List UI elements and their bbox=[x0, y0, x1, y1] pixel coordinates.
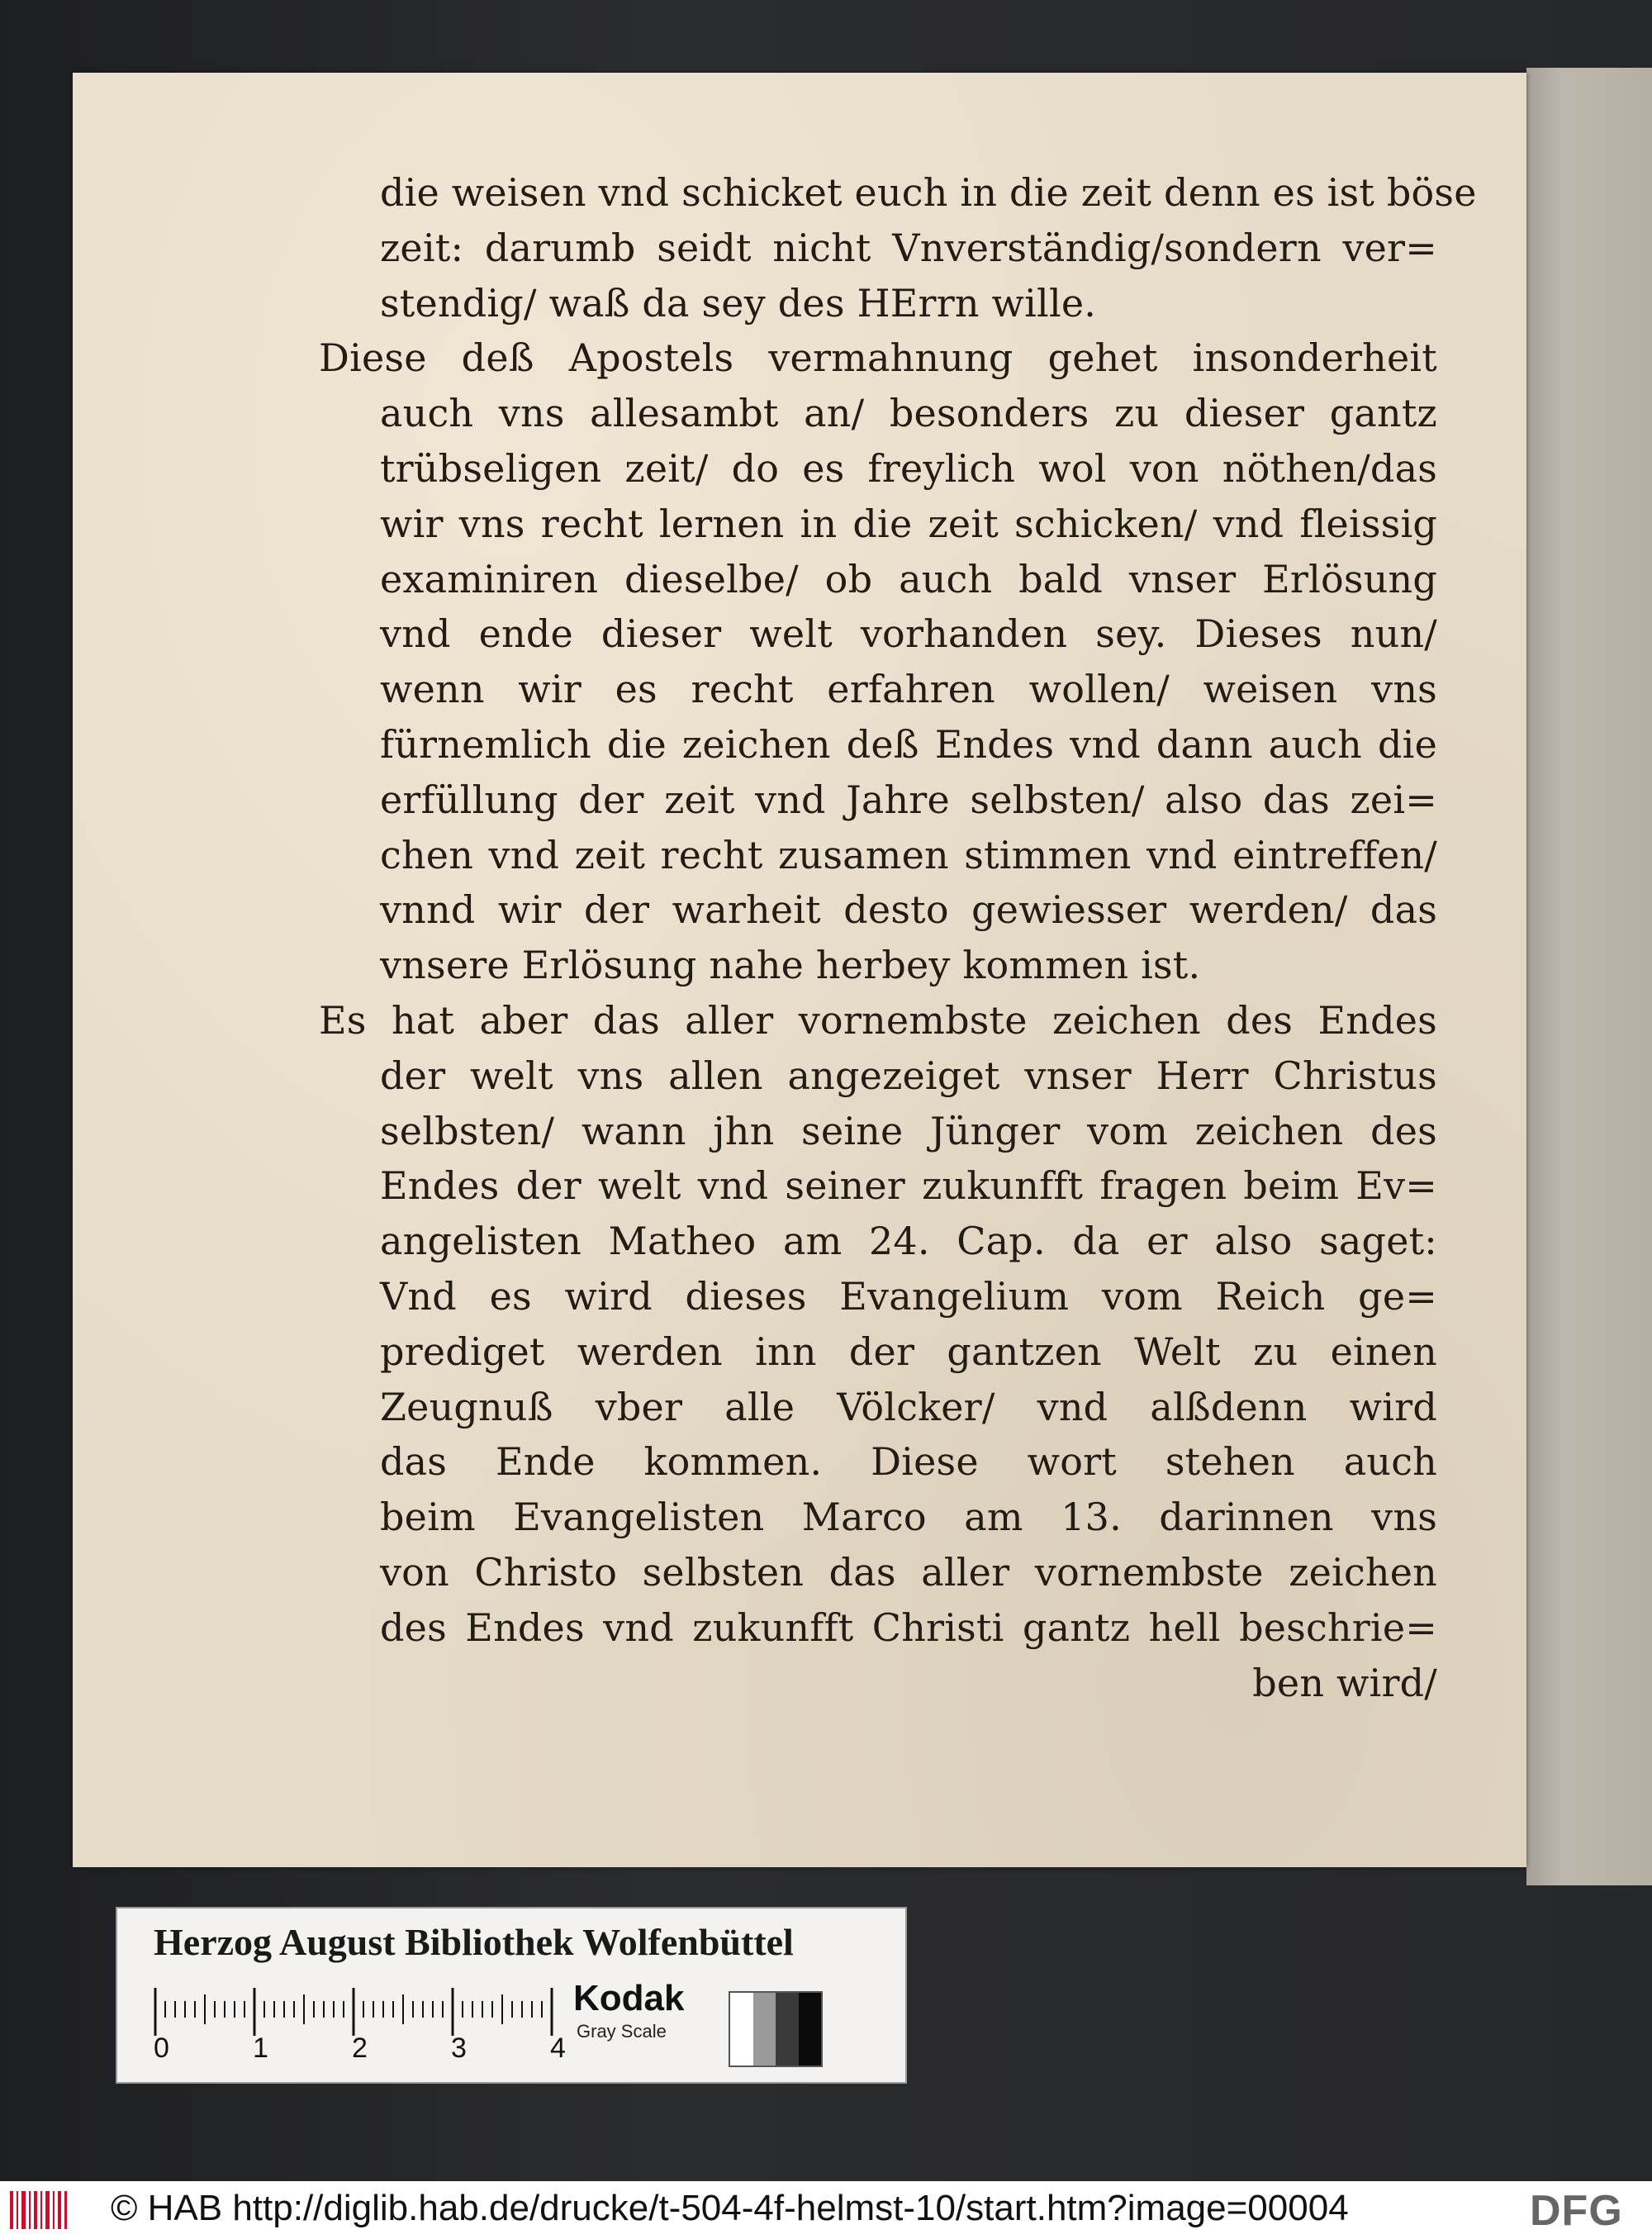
footer-bar bbox=[0, 2181, 1652, 2239]
text-line: Diese deß Apostels vermahnung gehet insonderheit bbox=[319, 335, 1437, 381]
ruler-number: 1 bbox=[253, 2032, 268, 2064]
text-line: erfüllung der zeit vnd Jahre selbsten/ also das zei= bbox=[380, 777, 1437, 822]
adjacent-page-edge bbox=[1526, 68, 1652, 1885]
text-line: des Endes vnd zukunfft Christi gantz hell beschrie= bbox=[380, 1604, 1437, 1650]
text-line: vnsere Erlösung nahe herbey kommen ist. bbox=[380, 943, 1201, 988]
text-line: Es hat aber das aller vornembste zeichen des Endes bbox=[319, 997, 1437, 1043]
text-line: prediget werden inn der gantzen Welt zu einen bbox=[380, 1329, 1437, 1374]
color-calibration-card bbox=[116, 1907, 907, 2084]
text-line: stendig/ waß da sey des HErrn wille. bbox=[380, 280, 1097, 326]
text-line: fürnemlich die zeichen deß Endes vnd dann auch die bbox=[380, 721, 1437, 767]
source-url[interactable]: © HAB http://diglib.hab.de/drucke/t-504-4f-helmst-10/start.htm?image=00004 bbox=[111, 2188, 1349, 2228]
ruler-number: 4 bbox=[550, 2032, 566, 2064]
text-line: von Christo selbsten das aller vornembste zeichen bbox=[380, 1549, 1437, 1595]
text-line: zeit: darumb seidt nicht Vnverständig/sondern ver= bbox=[380, 225, 1437, 270]
text-line: angelisten Matheo am 24. Cap. da er also saget: bbox=[380, 1219, 1437, 1264]
ruler-number: 3 bbox=[451, 2032, 467, 2064]
text-line: wenn wir es recht erfahren wollen/ weisen vns bbox=[380, 667, 1437, 712]
kodak-brand: Kodak bbox=[573, 1978, 685, 2018]
text-line: auch vns allesambt an/ besonders zu dieser gantz bbox=[380, 391, 1437, 436]
text-line: das Ende kommen. Diese wort stehen auch bbox=[380, 1439, 1437, 1485]
text-line: Zeugnuß vber alle Völcker/ vnd alßdenn wird bbox=[380, 1384, 1437, 1429]
text-line: trübseligen zeit/ do es freylich wol von nöthen/das bbox=[380, 445, 1437, 491]
institution-name: Herzog August Bibliothek Wolfenbüttel bbox=[154, 1921, 794, 1963]
text-line: beim Evangelisten Marco am 13. darinnen vns bbox=[380, 1495, 1437, 1540]
ruler-number: 0 bbox=[154, 2032, 169, 2064]
page-text bbox=[319, 165, 1477, 1710]
text-line: examiniren dieselbe/ ob auch bald vnser Erlösung bbox=[380, 556, 1437, 601]
text-line: wir vns recht lernen in die zeit schicken/ vnd fleissig bbox=[380, 501, 1437, 546]
barcode-icon bbox=[10, 2191, 68, 2229]
text-line: vnnd wir der warheit desto gewiesser werden/ das bbox=[380, 887, 1437, 933]
text-line: vnd ende dieser welt vorhanden sey. Dieses nun/ bbox=[380, 611, 1437, 657]
ruler-number: 2 bbox=[352, 2032, 368, 2064]
catchword-line: ben wird/ bbox=[1252, 1660, 1437, 1705]
text-line: der welt vns allen angezeiget vnser Herr Christus bbox=[380, 1053, 1437, 1098]
text-line: Vnd es wird dieses Evangelium vom Reich ge= bbox=[380, 1273, 1437, 1319]
text-line: selbsten/ wann jhn seine Jünger vom zeichen des bbox=[380, 1108, 1437, 1153]
text-line: chen vnd zeit recht zusamen stimmen vnd eintreffen/ bbox=[380, 832, 1437, 877]
text-line: Endes der welt vnd seiner zukunfft fragen beim Ev= bbox=[380, 1163, 1437, 1209]
gray-scale-caption: Gray Scale bbox=[577, 2021, 667, 2042]
text-line: die weisen vnd schicket euch in die zeit denn es ist böse bbox=[380, 170, 1477, 215]
gray-scale-swatch bbox=[729, 1991, 823, 2067]
dfg-logo: DFG bbox=[1530, 2187, 1623, 2235]
